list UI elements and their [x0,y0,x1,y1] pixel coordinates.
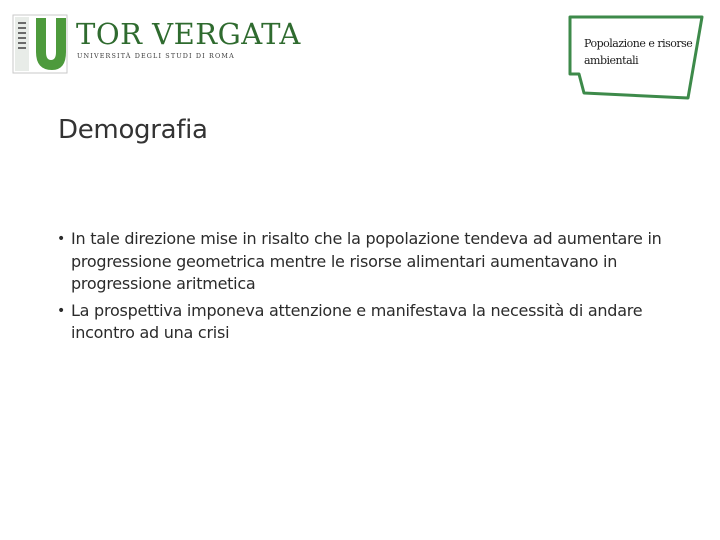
bullet-list [57,228,667,349]
page-title: Demografia [58,115,208,145]
list-item [57,300,667,345]
university-logo [12,14,301,76]
university-shield-icon [12,14,68,74]
logo-subtitle: UNIVERSITÀ DEGLI STUDI DI ROMA [77,52,235,60]
logo-name: TOR VERGATA [76,17,301,51]
bullet-marker: • [57,231,66,247]
bullet-text: La prospettiva imponeva attenzione e manifestava la necessità di andare incontro ad una crisi [71,300,643,342]
bullet-marker: • [57,302,66,319]
topic-label: Popolazione e risorse ambientali [584,37,693,67]
bullet-text: In tale direzione mise in risalto che la popolazione tendeva ad aumentare in progressione geometrica mentre le risorse alimentari aumentavano in progressione aritmetica [71,229,662,293]
list-item [57,228,667,296]
topic-badge [562,14,708,100]
